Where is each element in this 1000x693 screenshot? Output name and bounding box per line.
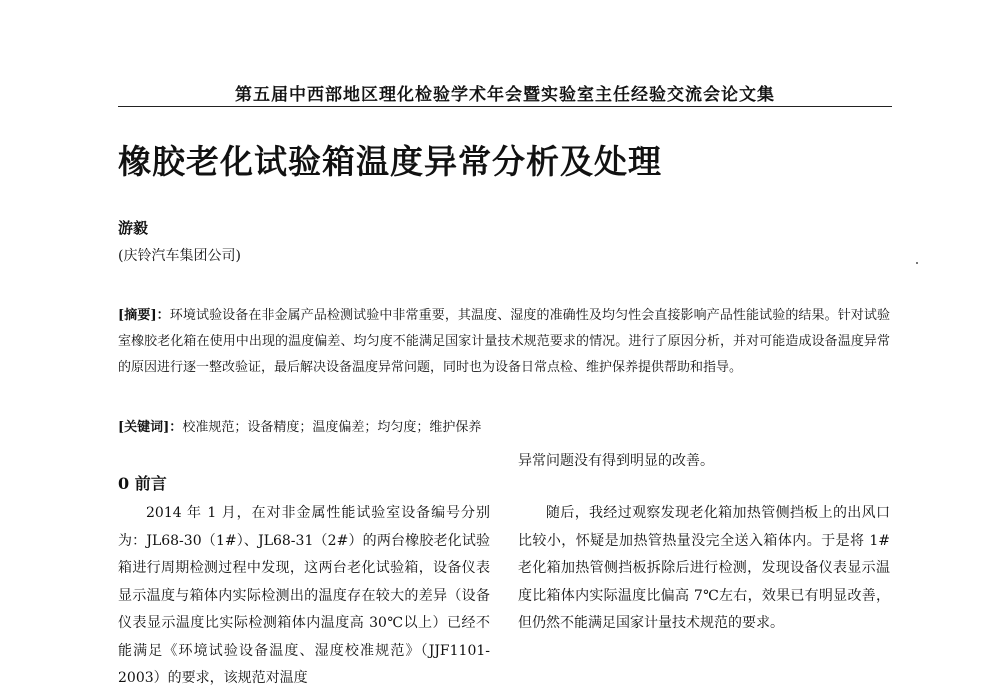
left-column-paragraph: 2014 年 1 月，在对非金属性能试验室设备编号分别为：JL68-30（1#）、JL68-31（2#）的两台橡胶老化试验箱进行周期检测过程中发现，这两台老化试验箱，设备仪表显示温度与箱体内实际检测出的温度存在较大的差异（设备仪表显示温度比实际检测箱体内温度高 30℃以上）已经不能满足《环境试验设备温度、湿度校准规范》（JJF1101-2003）的要求，该规范对温度 <box>118 505 490 686</box>
abstract-text: 环境试验设备在非金属产品检测试验中非常重要，其温度、湿度的准确性及均匀性会直接影响产品性能试验的结果。针对试验室橡胶老化箱在使用中出现的温度偏差、均匀度不能满足国家计量技术规范要求的情况。进行了原因分析，并对可能造成设备温度异常的原因进行逐一整改验证，最后解决设备温度异常问题，同时也为设备日常点检、维护保养提供帮助和指导。 <box>118 308 890 375</box>
abstract <box>118 303 890 381</box>
header-rule <box>118 106 892 107</box>
paper-title: 橡胶老化试验箱温度异常分析及处理 <box>118 142 662 181</box>
abstract-label: [摘要]： <box>118 308 170 323</box>
running-header: 第五届中西部地区理化检验学术年会暨实验室主任经验交流会论文集 <box>235 85 775 105</box>
left-column <box>118 500 490 693</box>
keywords <box>118 415 890 441</box>
right-column <box>518 500 890 638</box>
keywords-text: 校准规范；设备精度；温度偏差；均匀度；维护保养 <box>182 420 482 435</box>
scan-speck <box>916 262 918 264</box>
author-name: 游毅 <box>118 219 149 237</box>
section-heading-preface: 0 前言 <box>118 474 167 493</box>
keywords-label: [关键词]： <box>118 420 183 435</box>
author-affiliation: (庆铃汽车集团公司) <box>118 248 241 264</box>
right-column-continuation: 异常问题没有得到明显的改善。 <box>518 453 714 469</box>
right-column-paragraph: 随后，我经过观察发现老化箱加热管侧挡板上的出风口比较小，怀疑是加热管热量没完全送入箱体内。于是将 1#老化箱加热管侧挡板拆除后进行检测，发现设备仪表显示温度比箱体内实际温度比偏高 7℃左右，效果已有明显改善，但仍然不能满足国家计量技术规范的要求。 <box>518 505 890 631</box>
